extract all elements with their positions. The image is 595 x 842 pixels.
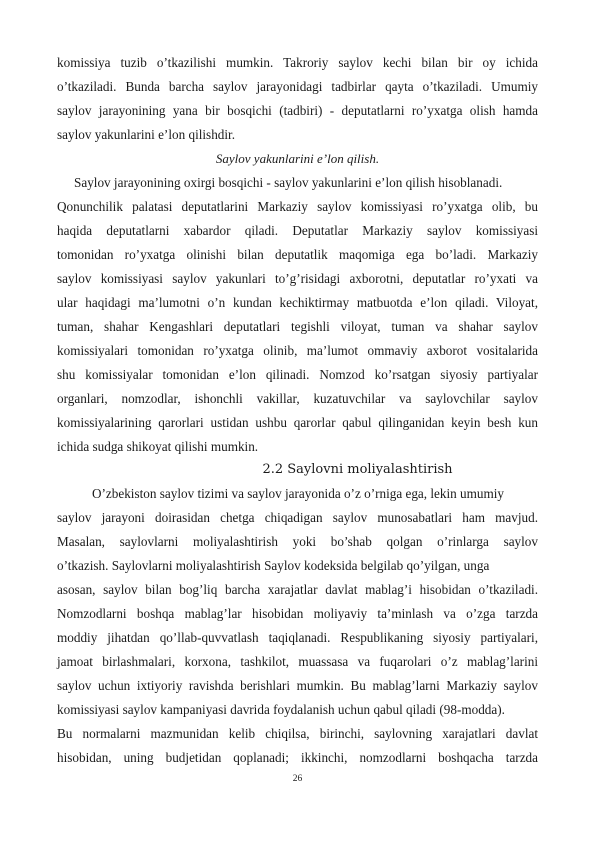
text-line: hisobidan, uning budjetidan qoplanadi; ikkinchi, nomzodlarni boshqacha tarzda bbox=[57, 750, 538, 765]
text-line: organlari, nomzodlar, ishonchli vakillar, kuzatuvchilar va saylovchilar saylov bbox=[57, 391, 538, 406]
text-line: saylov uchun ixtiyoriy ravishda berishlari mumkin. Bu mablag’larni Markaziy saylov bbox=[57, 678, 538, 693]
text-line: ular haqidagi ma’lumotni o’n kundan kechiktirmay matbuotda e’lon qiladi. Viloyat, bbox=[57, 295, 538, 310]
text-line: komissiyalarining qarorlari ustidan ushbu qarorlar qabul qilinganidan keyin besh kun bbox=[57, 415, 538, 430]
text-line: O’zbekiston saylov tizimi va saylov jarayonida o’z o’rniga ega, lekin umumiy bbox=[92, 486, 504, 501]
text-line: o’tkaziladi. Bunda barcha saylov jarayonidagi tadbirlar qayta o’tkaziladi. Umumiy bbox=[57, 79, 538, 94]
text-line: saylov jarayoni doirasidan chetga chiqadigan saylov munosabatlari ham mavjud. bbox=[57, 510, 538, 525]
text-line: saylov jarayonining yana bir bosqichi (tadbiri) - deputatlarni ro’yxatga olish hamda bbox=[57, 103, 538, 118]
text-line: Nomzodlarni boshqa mablag’lar hisobidan moliyaviy ta’minlash va o’zga tarzda bbox=[57, 606, 538, 621]
text-line: shu komissiyalar tomonidan e’lon qilinadi. Nomzod ko’rsatgan siyosiy partiyalar bbox=[57, 367, 538, 382]
text-line: saylov yakunlarini e’lon qilishdir. bbox=[57, 127, 236, 142]
text-line: Bu normalarni mazmunidan kelib chiqilsa, birinchi, saylovning xarajatlari davlat bbox=[57, 726, 538, 741]
text-line: ichida sudga shikoyat qilishi mumkin. bbox=[57, 439, 259, 454]
section-heading: 2.2 Saylovni moliyalashtirish bbox=[262, 462, 453, 477]
text-line: haqida deputatlarni xabardor qiladi. Deputatlar Markaziy saylov komissiyasi bbox=[57, 223, 538, 238]
text-line: jamoat birlashmalari, korxona, tashkilot, muassasa va fuqarolari o’z mablag’larini bbox=[57, 654, 538, 669]
page-number: 26 bbox=[292, 774, 303, 784]
text-line: Masalan, saylovlarni moliyalashtirish yoki bo’shab qolgan o’rinlarga saylov bbox=[57, 534, 538, 549]
text-line: Qonunchilik palatasi deputatlarini Markaziy saylov komissiyasi ro’yxatga olib, bu bbox=[57, 199, 538, 214]
text-line: tomonidan ro’yxatga olinishi bilan deputatlik maqomiga ega bo’ladi. Markaziy bbox=[57, 247, 538, 262]
text-line: moddiy jihatdan qo’llab-quvvatlash taqiqlanadi. Respublikaning siyosiy partiyalari, bbox=[57, 630, 538, 645]
text-line: komissiya tuzib o’tkazilishi mumkin. Takroriy saylov kechi bilan bir oy ichida bbox=[57, 55, 538, 70]
text-line: o’tkazish. Saylovlarni moliyalashtirish Saylov kodeksida belgilab qo’yilgan, unga bbox=[57, 558, 490, 573]
text-line: tuman, shahar Kengashlari deputatlari tegishli viloyat, tuman va shahar saylov bbox=[57, 319, 538, 334]
text-line: asosan, saylov bilan bog’liq barcha xarajatlar davlat mablag’i hisobidan o’tkaziladi. bbox=[57, 582, 538, 597]
text-line: komissiyalari tomonidan ro’yxatga olinib, ma’lumot ommaviy axborot vositalarida bbox=[57, 343, 538, 358]
section-subheading: Saylov yakunlarini e’lon qilish. bbox=[215, 151, 380, 166]
text-line: Saylov jarayonining oxirgi bosqichi - saylov yakunlarini e’lon qilish hisoblanadi. bbox=[74, 175, 503, 190]
text-line: komissiyasi saylov kampaniyasi davrida foydalanish uchun qabul qiladi (98-modda). bbox=[57, 702, 505, 717]
text-line: saylov komissiyasi saylov yakunlari to’g’risidagi axborotni, deputatlar ro’yxati va bbox=[57, 271, 538, 286]
